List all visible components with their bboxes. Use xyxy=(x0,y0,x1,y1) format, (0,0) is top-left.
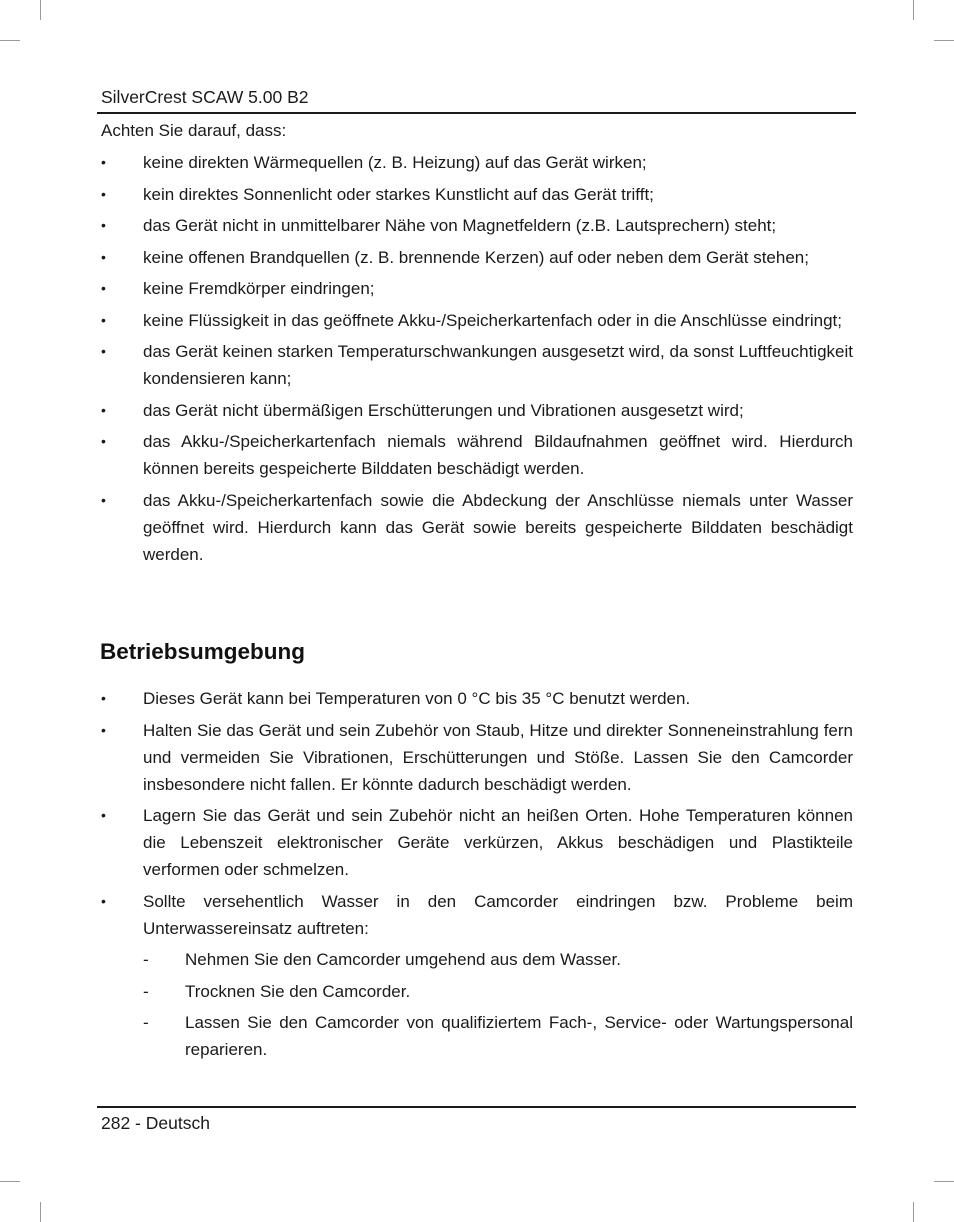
water-steps-list xyxy=(101,946,853,1063)
list-item xyxy=(101,212,853,239)
footer-rule xyxy=(97,1106,856,1108)
crop-mark xyxy=(934,1181,954,1182)
list-item-text: Lagern Sie das Gerät und sein Zubehör nicht an heißen Orten. Hohe Temperaturen können die Lebenszeit elektronischer Geräte verkürzen, Akkus beschädigen und Plastikteile verformen oder schmelzen. xyxy=(143,806,853,879)
page-number: 282 - Deutsch xyxy=(101,1113,210,1133)
bullet-marker: • xyxy=(101,690,106,706)
bullet-marker: • xyxy=(101,433,106,449)
section-heading: Betriebsumgebung xyxy=(100,639,306,664)
list-item-text: das Gerät nicht übermäßigen Erschütterungen und Vibrationen ausgesetzt wird; xyxy=(143,400,744,420)
bullet-marker: • xyxy=(101,343,106,359)
bullet-marker: • xyxy=(101,892,106,909)
crop-mark xyxy=(934,40,954,41)
list-item-text: keine direkten Wärmequellen (z. B. Heizung) auf das Gerät wirken; xyxy=(143,153,647,172)
crop-mark xyxy=(913,1202,914,1222)
dash-marker: - xyxy=(143,950,149,969)
list-item-text: das Gerät keinen starken Temperaturschwankungen ausgesetzt wird, da sonst Luftfeuchtigkeit kondensieren kann; xyxy=(143,342,853,388)
list-item xyxy=(101,338,853,392)
bullet-marker: • xyxy=(101,185,106,202)
list-item xyxy=(101,244,853,271)
bullet-marker: • xyxy=(101,217,106,233)
list-item xyxy=(101,307,853,334)
crop-mark xyxy=(0,1181,20,1182)
bullet-marker: • xyxy=(101,491,106,508)
list-item-text: kein direktes Sonnenlicht oder starkes Kunstlicht auf das Gerät trifft; xyxy=(143,184,654,204)
list-item-text: Trocknen Sie den Camcorder. xyxy=(185,981,411,1001)
running-header: SilverCrest SCAW 5.00 B2 xyxy=(101,87,309,107)
list-item-text: Halten Sie das Gerät und sein Zubehör von Staub, Hitze und direkter Sonneneinstrahlung fern und vermeiden Sie Vibrationen, Erschütterungen und Stöße. Lassen Sie den Camcorder insbesondere nicht fallen. Er könnte dadurch beschädigt werden. xyxy=(143,720,853,794)
list-item xyxy=(101,428,853,482)
bullet-marker: • xyxy=(101,280,106,296)
list-item-text: das Akku-/Speicherkartenfach niemals während Bildaufnahmen geöffnet wird. Hierdurch können bereits gespeicherte Bilddaten beschädigt werden. xyxy=(143,432,853,478)
list-item-text: keine Fremdkörper eindringen; xyxy=(143,279,375,298)
bullet-marker: • xyxy=(101,807,106,823)
list-item-text: das Gerät nicht in unmittelbarer Nähe von Magnetfeldern (z.B. Lautsprechern) steht; xyxy=(143,216,777,235)
list-item xyxy=(101,802,853,883)
sub-list-item xyxy=(143,978,853,1005)
list-item-text: keine offenen Brandquellen (z. B. brennende Kerzen) auf oder neben dem Gerät stehen; xyxy=(143,247,809,267)
list-item-text: Sollte versehentlich Wasser in den Camcorder eindringen bzw. Probleme beim Unterwassereinsatz auftreten: xyxy=(143,891,853,938)
list-item-text: das Akku-/Speicherkartenfach sowie die Abdeckung der Anschlüsse niemals unter Wasser geöffnet wird. Hierdurch kann das Gerät sowie bereits gespeicherte Bilddaten beschädigt werden. xyxy=(143,490,853,564)
list-item-text: Lassen Sie den Camcorder von qualifiziertem Fach-, Service- oder Wartungspersonal reparieren. xyxy=(185,1013,853,1059)
environment-list xyxy=(101,685,853,1068)
list-item-text: Dieses Gerät kann bei Temperaturen von 0 °C bis 35 °C benutzt werden. xyxy=(143,689,691,708)
crop-mark xyxy=(0,40,20,41)
list-item xyxy=(101,181,853,208)
dash-marker: - xyxy=(143,981,149,1001)
bullet-marker: • xyxy=(101,311,106,328)
bullet-marker: • xyxy=(101,154,106,170)
intro-text: Achten Sie darauf, dass: xyxy=(101,121,287,140)
list-item xyxy=(101,888,853,942)
crop-mark xyxy=(913,0,914,20)
list-item xyxy=(101,149,853,176)
crop-mark xyxy=(40,1202,41,1222)
bullet-marker: • xyxy=(101,401,106,418)
list-item xyxy=(101,275,853,302)
bullet-marker: • xyxy=(101,248,106,265)
dash-marker: - xyxy=(143,1013,149,1032)
list-item-text: Nehmen Sie den Camcorder umgehend aus dem Wasser. xyxy=(185,950,621,969)
list-item xyxy=(101,487,853,568)
list-item-text: keine Flüssigkeit in das geöffnete Akku-/Speicherkartenfach oder in die Anschlüsse eindringt; xyxy=(143,310,842,330)
bullet-marker: • xyxy=(101,721,106,738)
header-rule xyxy=(97,112,856,114)
list-item xyxy=(101,717,853,798)
sub-list-item xyxy=(143,946,853,973)
sub-list-item xyxy=(143,1009,853,1063)
list-item xyxy=(101,397,853,424)
precaution-list xyxy=(101,149,853,572)
crop-mark xyxy=(40,0,41,20)
list-item xyxy=(101,685,853,712)
